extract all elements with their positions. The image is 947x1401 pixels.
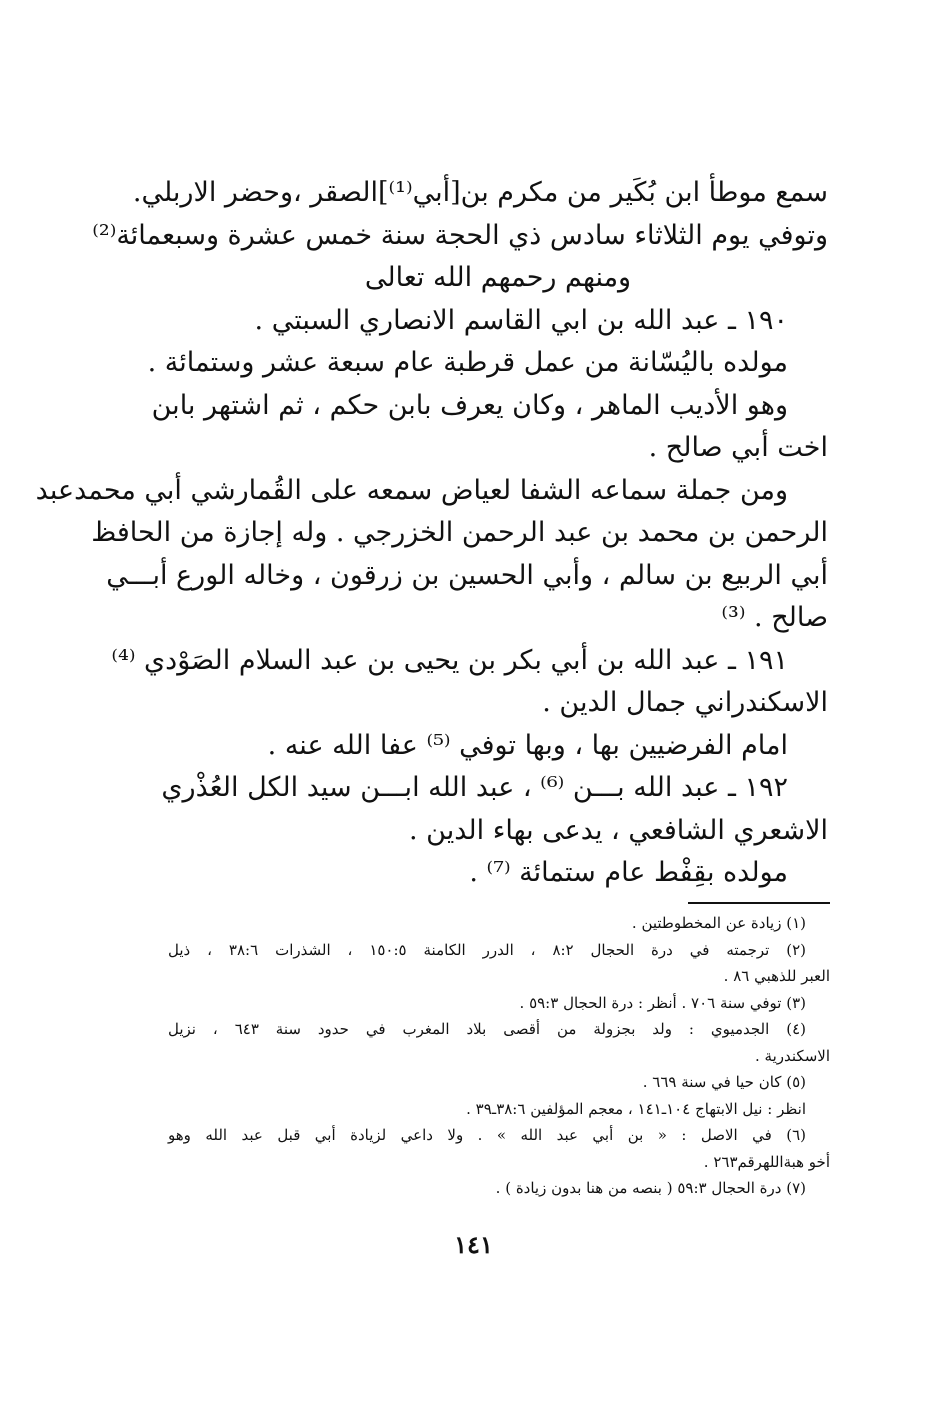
footnote-line: (٦) في الاصل : « بن أبي عبد الله » . ولا داعي لزيادة أبي قبل عبد الله وهو	[168, 1126, 806, 1144]
main-text	[35, 172, 828, 895]
text-line: الاسكندراني جمال الدين .	[542, 687, 828, 718]
footnote-line: (٥) كان حيا في سنة ٦٦٩ .	[642, 1073, 806, 1091]
text-line: امام الفرضيين بها ، وبها توفي ⁽⁵⁾ عفا الله عنه .	[267, 729, 788, 761]
text-line: وهو الأديب الماهر ، وكان يعرف بابن حكم ، ثم اشتهر بابن	[151, 389, 788, 421]
footnote-line: (٤) الجدميوي : ولد بجزولة من أقصى بلاد المغرب في حدود سنة ٦٤٣ ، نزيل	[168, 1020, 806, 1038]
footnote-separator	[688, 902, 830, 904]
text-line: الرحمن بن محمد بن عبد الرحمن الخزرجي . وله إجازة من الحافظ	[91, 517, 828, 548]
footnote-line: (٧) درة الحجال ٥٩:٣ ( بنصه من هنا بدون زيادة ) .	[495, 1179, 806, 1197]
text-line: صالح . ⁽³⁾	[721, 602, 828, 633]
footnote-line: انظر : نيل الابتهاج ١٠٤ـ١٤١ ، معجم المؤلفين ٣٨:٦ـ٣٩ .	[466, 1099, 806, 1118]
text-line: مولده بقِفْط عام ستمائة ⁽⁷⁾ .	[469, 857, 788, 888]
footnote-line: الاسكندرية .	[755, 1046, 830, 1065]
text-line: ١٩٠ ـ عبد الله بن ابي القاسم الانصاري السبتي .	[254, 304, 788, 336]
footnote-line: (٢) ترجمته في درة الحجال ٨:٢ ، الدرر الكامنة ١٥٠:٥ ، الشذرات ٣٨:٦ ، ذيل	[168, 940, 807, 959]
text-line: أبي الربيع بن سالم ، وأبي الحسين بن زرقون ، وخاله الورع أبـــي	[106, 559, 828, 591]
footnote-line: أخو هبةاللهرقم٢٦٣ .	[703, 1152, 830, 1171]
text-line: سمع موطأ ابن بُكَير من مكرم بن[أبي⁽¹⁾]الصقر ،وحضر الاربلي.	[132, 177, 828, 208]
text-line: ١٩٢ ـ عبد الله بـــن ⁽⁶⁾ ، عبد الله ابـــن سيد الكل العُذْري	[161, 772, 788, 803]
footnote-line: (٣) توفي سنة ٧٠٦ . أنظر : درة الحجال ٥٩:٣ .	[519, 993, 806, 1012]
text-line: وتوفي يوم الثلاثاء سادس ذي الحجة سنة خمس عشرة وسبعمائة⁽²⁾	[92, 219, 828, 251]
page-number: ١٤١	[454, 1230, 493, 1259]
text-line: الاشعري الشافعي ، يدعى بهاء الدين .	[408, 814, 828, 846]
footnote-line: (١) زيادة عن المخطوطتين .	[631, 914, 806, 932]
footnote-line: العبر للذهبي ٨٦ .	[723, 967, 830, 985]
text-line: اخت أبي صالح .	[648, 432, 828, 463]
footnotes	[168, 910, 830, 1202]
text-line: ومنهم رحمهم الله تعالى	[364, 262, 632, 293]
text-line: مولده باليُسّانة من عمل قرطبة عام سبعة عشر وستمائة .	[147, 347, 788, 378]
text-line: ومن جملة سماعه الشفا لعياض سمعه على القُمارشي أبي محمدعبد	[35, 474, 788, 506]
text-line: ١٩١ ـ عبد الله بن أبي بكر بن يحيى بن عبد السلام الصَوْدي ⁽⁴⁾	[111, 644, 788, 676]
